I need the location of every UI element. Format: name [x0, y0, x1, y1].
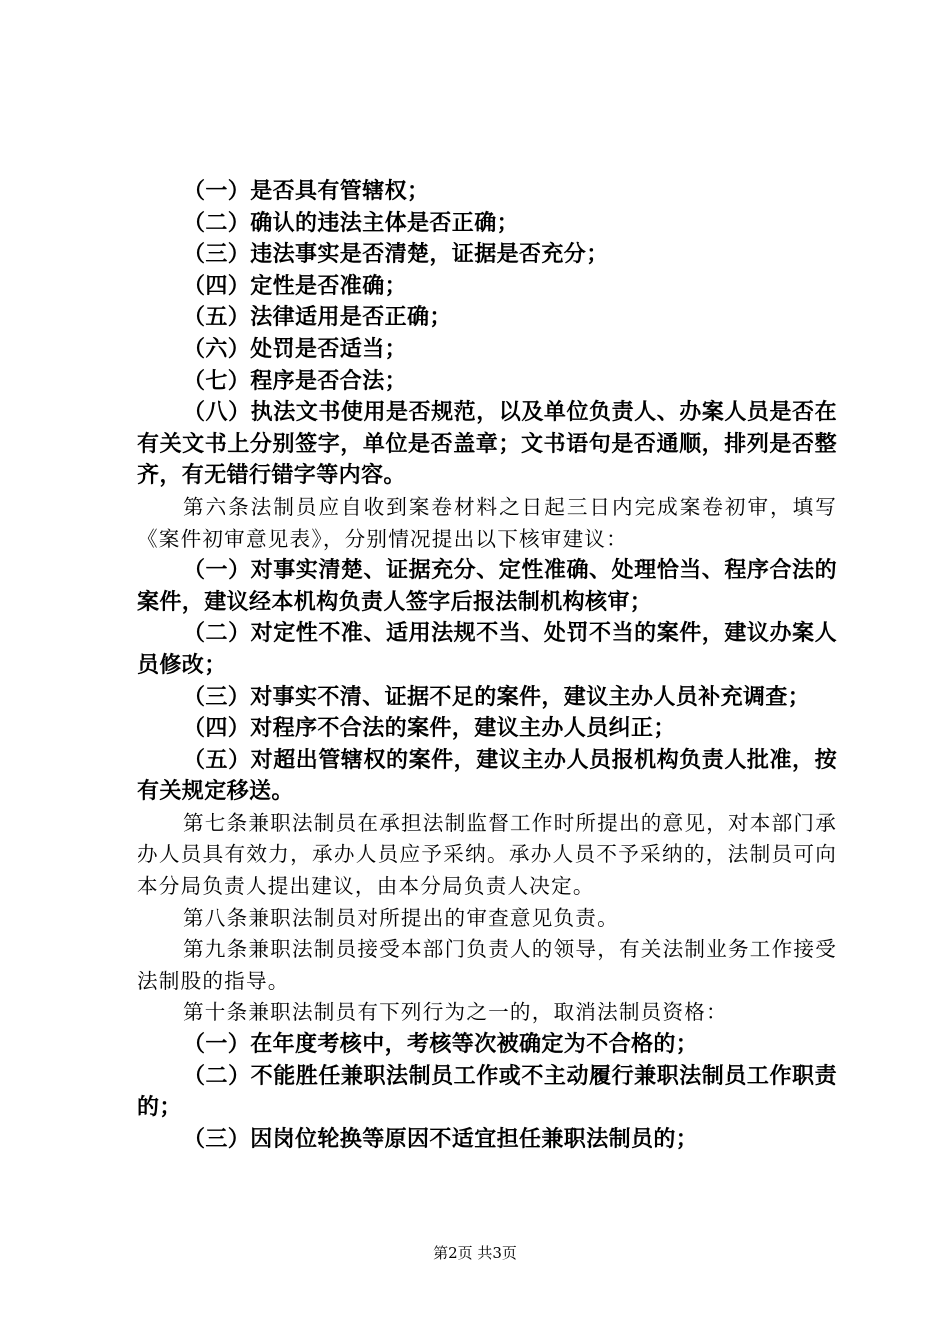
paragraph: （一）在年度考核中，考核等次被确定为不合格的； [183, 1032, 699, 1058]
paragraph: （二）不能胜任兼职法制员工作或不主动履行兼职法制员工作职责的； [137, 1063, 837, 1121]
paragraph: （三）因岗位轮换等原因不适宜担任兼职法制员的； [183, 1126, 699, 1152]
paragraph: 第六条法制员应自收到案卷材料之日起三日内完成案卷初审，填写《案件初审意见表》，分别情况提出以下核审建议： [137, 494, 837, 551]
paragraph: （七）程序是否合法； [183, 368, 408, 394]
paragraph: （三）违法事实是否清楚，证据是否充分； [183, 242, 609, 268]
document-body [137, 176, 837, 1155]
paragraph: 第九条兼职法制员接受本部门负责人的领导，有关法制业务工作接受法制股的指导。 [137, 937, 837, 993]
page-footer: 第2页 共3页 [433, 1244, 517, 1262]
paragraph: （四）对程序不合法的案件，建议主办人员纠正； [183, 716, 676, 742]
paragraph: 第八条兼职法制员对所提出的审查意见负责。 [183, 905, 619, 930]
paragraph: （六）处罚是否适当； [183, 336, 408, 362]
paragraph: （二）确认的违法主体是否正确； [183, 210, 520, 236]
paragraph: （一）对事实清楚、证据充分、定性准确、处理恰当、程序合法的案件，建议经本机构负责人签字后报法制机构核审； [137, 558, 837, 615]
paragraph: 第十条兼职法制员有下列行为之一的，取消法制员资格： [183, 1000, 728, 1025]
paragraph: （四）定性是否准确； [183, 273, 408, 299]
paragraph: （八）执法文书使用是否规范，以及单位负责人、办案人员是否在有关文书上分别签字，单位是否盖章；文书语句是否通顺，排列是否整齐，有无错行错字等内容。 [137, 400, 837, 489]
paragraph: （三）对事实不清、证据不足的案件，建议主办人员补充调查； [183, 684, 811, 710]
paragraph: （五）对超出管辖权的案件，建议主办人员报机构负责人批准，按有关规定移送。 [137, 747, 837, 805]
paragraph: （一）是否具有管辖权； [183, 179, 430, 204]
paragraph: （二）对定性不准、适用法规不当、处罚不当的案件，建议办案人员修改； [137, 621, 837, 678]
paragraph: （五）法律适用是否正确； [183, 305, 452, 331]
paragraph: 第七条兼职法制员在承担法制监督工作时所提出的意见，对本部门承办人员具有效力，承办人员应予采纳。承办人员不予采纳的，法制员可向本分局负责人提出建议，由本分局负责人决定。 [137, 810, 837, 899]
